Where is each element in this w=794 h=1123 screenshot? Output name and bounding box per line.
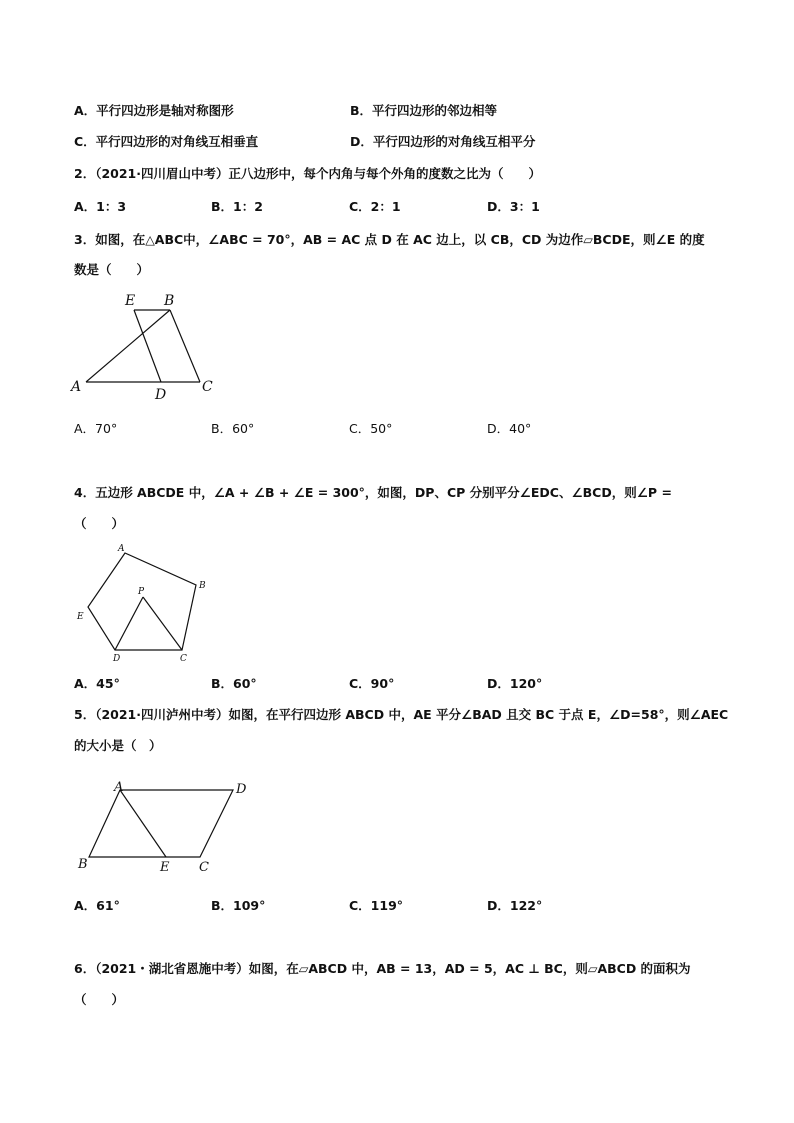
q5-option-b: B．109° bbox=[211, 898, 266, 913]
q4-option-d: D．120° bbox=[487, 676, 543, 691]
q3-option-d: D．40° bbox=[487, 421, 532, 436]
q1-option-b: B．平行四边形的邻边相等 bbox=[350, 103, 498, 118]
q3-label-a: A bbox=[71, 379, 82, 395]
q3-label-e: E bbox=[125, 293, 136, 309]
q5-option-d: D．122° bbox=[487, 898, 543, 913]
q3-option-c: C．50° bbox=[349, 421, 393, 436]
q6-stem: 6．（2021・湖北省恩施中考）如图，在▱ABCD 中，AB = 13，AD = 5，AC ⊥ BC，则▱ABCD 的面积为 bbox=[74, 961, 691, 976]
q5-label-b: B bbox=[78, 857, 88, 872]
q4-option-a: A．45° bbox=[74, 676, 120, 691]
q5-label-c: C bbox=[199, 860, 209, 875]
q1-option-a: A．平行四边形是轴对称图形 bbox=[74, 103, 234, 118]
q4-option-c: C．90° bbox=[349, 676, 395, 691]
q3-label-b: B bbox=[164, 293, 175, 309]
q5-label-d: D bbox=[236, 782, 247, 797]
q4-label-d: D bbox=[113, 654, 121, 664]
q4-option-b: B．60° bbox=[211, 676, 257, 691]
q1-option-c: C．平行四边形的对角线互相垂直 bbox=[74, 134, 259, 149]
q2-stem: 2．（2021·四川眉山中考）正八边形中，每个内角与每个外角的度数之比为（ ） bbox=[74, 166, 541, 181]
q5-option-a: A．61° bbox=[74, 898, 120, 913]
q3-option-a: A．70° bbox=[74, 421, 118, 436]
q5-label-a: A bbox=[114, 780, 124, 795]
q5-option-c: C．119° bbox=[349, 898, 404, 913]
q2-option-d: D．3：1 bbox=[487, 199, 540, 214]
q2-option-a: A．1：3 bbox=[74, 199, 127, 214]
q5-stem: 5．（2021·四川泸州中考）如图，在平行四边形 ABCD 中，AE 平分∠BAD 且交 BC 于点 E，∠D=58°，则∠AEC bbox=[74, 707, 729, 722]
q4-label-e: E bbox=[77, 612, 84, 622]
q3-stem-cont: 数是（ ） bbox=[74, 262, 150, 277]
q4-stem: 4．五边形 ABCDE 中，∠A + ∠B + ∠E = 300°，如图，DP、CP 分别平分∠EDC、∠BCD，则∠P = bbox=[74, 485, 672, 500]
q3-label-c: C bbox=[202, 379, 213, 395]
q6-stem-cont: （ ） bbox=[74, 992, 125, 1007]
q3-stem: 3．如图，在△ABC中，∠ABC = 70°，AB = AC 点 D 在 AC 边上，以 CB，CD 为边作▱BCDE，则∠E 的度 bbox=[74, 232, 705, 247]
q3-option-b: B．60° bbox=[211, 421, 255, 436]
q4-label-p: P bbox=[138, 587, 145, 597]
q2-option-b: B．1：2 bbox=[211, 199, 263, 214]
q4-stem-cont: （ ） bbox=[74, 516, 125, 531]
q4-label-b: B bbox=[199, 581, 206, 591]
q5-label-e: E bbox=[160, 860, 170, 875]
q4-label-c: C bbox=[180, 654, 187, 664]
q2-option-c: C．2：1 bbox=[349, 199, 401, 214]
q1-option-d: D．平行四边形的对角线互相平分 bbox=[350, 134, 536, 149]
q5-stem-cont: 的大小是（ ） bbox=[74, 738, 162, 753]
q4-label-a: A bbox=[118, 544, 125, 554]
q3-label-d: D bbox=[155, 387, 167, 403]
